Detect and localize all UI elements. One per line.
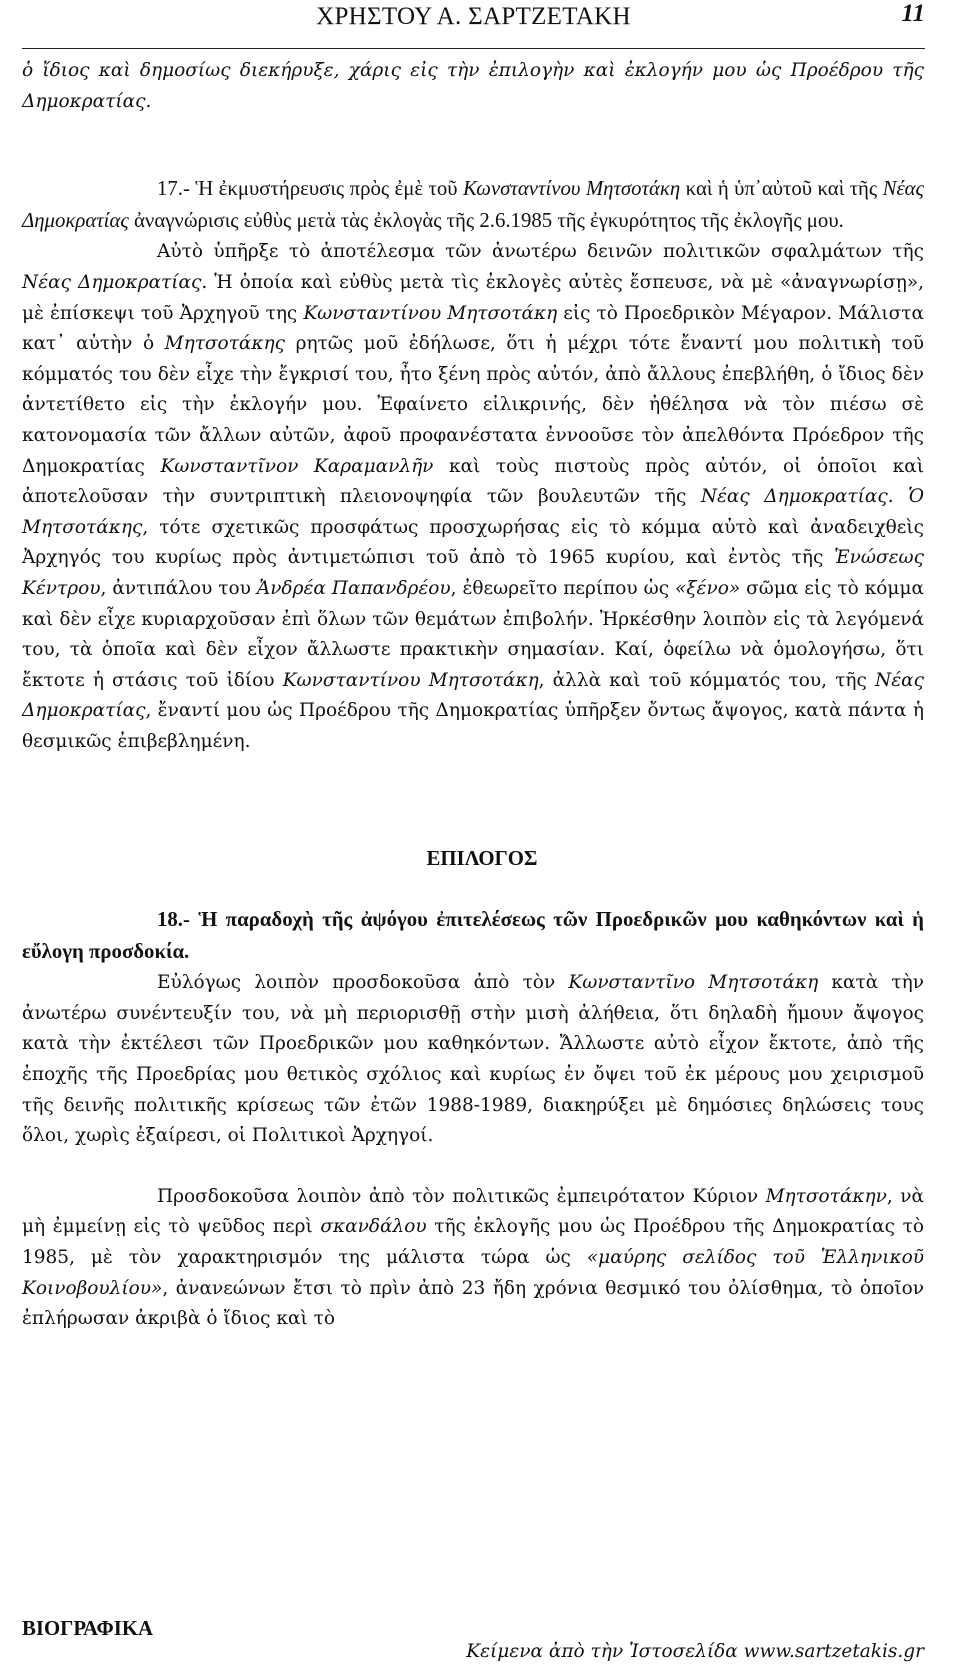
text-run: , ἔναντί μου ὡς Προέδρου τῆς Δημοκρατίας ὑπῆρξεν ὄντως ἄψογος, κατὰ πάντα ἡ θεσμικῶς ἐπιβεβλημένη.	[22, 700, 924, 752]
text-run: Κωνσταντῖνο Μητσοτάκη	[568, 972, 819, 994]
text-run: , ἀλλὰ καὶ τοῦ κόμματός του, τῆς	[538, 669, 876, 691]
text-run: Κωνσταντίνου Μητσοτάκη	[282, 669, 539, 691]
text-run: ρητῶς μοῦ ἐδήλωσε, ὅτι ἡ μέχρι τότε ἔναντί μου πολιτικὴ τοῦ κόμματός του δὲν εἶχε τὴν ἔγκρισί του, ἦτο ξένη πρὸς αὐτόν, ἀπὸ ἄλλους ἐπεβλήθη, ὁ ἴδιος δὲν ἀντετίθετο εἰς τὴν ἐκλογήν μου. Ἐφαίνετο εἰλικρινής, δὲν ἠθέλησα νὰ τὸν πιέσω σὲ κατονομασία τῶν ἄλλων αὐτῶν, ἀφοῦ προφανέστατα ἐννοοῦσε τὸν ἀπελθόντα Πρόεδρον τῆς Δημοκρατίας	[22, 333, 924, 477]
text-run: κατὰ τὴν ἀνωτέρω συνέντευξίν του, νὰ μὴ περιορισθῇ στὴν μισὴ ἀλήθεια, ὅτι δηλαδὴ ἤμουν ἄψογος κατὰ τὴν ἐκτέλεσι τῶν Προεδρικῶν μου καθηκόντων. Ἄλλωστε αὐτὸ εἶχον ἔκτοτε, ἀπὸ τῆς ἐποχῆς τῆς Προεδρίας μου θετικὸς σχόλιος καὶ κυρίως ἐν ὄψει τοῦ ἐκ μέρους μου χειρισμοῦ τῆς δεινῆς πολιτικῆς κρίσεως τῶν ἐτῶν 1988-1989, διακηρύξει μὲ δημόσιες δηλώσεις τους ὅλοι, χωρὶς ἐξαίρεσι, οἱ Πολιτικοὶ Ἀρχηγοί.	[22, 972, 924, 1147]
text-run: ἀναγνώρισις εὐθὺς μετὰ τὰς ἐκλογὰς τῆς 2.6.1985 τῆς ἐγκυρότητος τῆς ἐκλογῆς μου.	[128, 208, 844, 232]
text-run: 17.- Ἡ ἐκμυστήρευσις πρὸς ἐμὲ τοῦ	[157, 177, 463, 201]
text-run: τῆς ἐκλογῆς μου ὡς Προέδρου τῆς Δημοκρατίας τὸ 1985, μὲ τὸν χαρακτηρισμόν της μάλιστα τώρα ὡς	[22, 1216, 925, 1268]
text-run: Νέας Δημοκρατίας	[22, 271, 202, 293]
text-run: σῶμα εἰς τὸ κόμμα καὶ δὲν εἶχε κυριαρχοῦσαν ἐπὶ ὅλων τῶν θεμάτων ἐπιβολήν. Ἠρκέσθην λοιπὸν εἰς τὰ λεγόμενά του, τὰ ὁποῖα καὶ δὲν εἶχον ἄλλωστε πρακτικὴν σημασίαν. Καί, ὀφείλω νὰ ὁμολογήσω, ὅτι ἔκτοτε ἡ στάσις τοῦ ἰδίου	[22, 577, 924, 691]
section-18-paragraph-2	[22, 1182, 924, 1335]
text-run: Αὐτὸ ὑπῆρξε τὸ ἀποτέλεσμα τῶν ἀνωτέρω δεινῶν πολιτικῶν σφαλμάτων τῆς	[157, 241, 924, 263]
text-run: Εὐλόγως λοιπὸν προσδοκοῦσα ἀπὸ τὸν	[157, 972, 569, 994]
text-run: ὁ ἴδιος καὶ δημοσίως διεκήρυξε, χάρις εἰς τὴν ἐπιλογὴν καὶ ἐκλογήν μου ὡς Προέδρου τῆς Δημοκρατίας.	[22, 60, 924, 112]
text-run: σκανδάλου	[320, 1216, 427, 1238]
text-run: Νέας Δημοκρατίας	[700, 486, 888, 508]
footer-section-label: ΒΙΟΓΡΑΦΙΚΑ	[22, 1617, 154, 1640]
text-run: Κωνσταντίνου Μητσοτάκη	[303, 302, 558, 324]
text-run: «μαύρης σελίδος τοῦ Ἑλληνικοῦ Κοινοβουλίου»	[22, 1247, 924, 1299]
header-title: ΧΡΗΣΤΟΥ Α. ΣΑΡΤΖΕΤΑΚΗ	[316, 3, 631, 30]
text-run: Κωνσταντίνου Μητσοτάκη	[462, 177, 681, 201]
text-run: , τότε σχετικῶς προσφάτως προσχωρήσας εἰς τὸ κόμμα αὐτὸ καὶ ἀναδειχθεὶς Ἀρχηγός του κυρίως πρὸς ἀντιμετώπισι τοῦ ἀπὸ τὸ 1965 κυρίου, καὶ ἐντὸς τῆς	[22, 516, 924, 569]
page-header	[22, 0, 925, 49]
text-run: Μητσοτάκης	[164, 333, 286, 355]
page-number: 11	[901, 0, 925, 27]
text-run: Ἑνώσεως Κέντρου	[22, 547, 924, 599]
text-run: Ἀνδρέα Παπανδρέου	[256, 577, 451, 599]
text-run: καὶ τοὺς πιστοὺς πρὸς αὐτόν, οἱ ὁποῖοι καὶ ἀποτελοῦσαν τὴν συντριπτικὴ πλειονοψηφία τῶν βουλευτῶν τῆς	[22, 455, 924, 508]
section-18-title	[22, 905, 924, 968]
text-run: Νέας Δημοκρατίας	[22, 669, 924, 722]
section-17-paragraph	[22, 237, 924, 757]
text-run: . Ἡ ὁποία καὶ εὐθὺς μετὰ τὶς ἐκλογὲς αὐτὲς ἔσπευσε, νὰ μὲ «ἀναγνωρίσῃ», μὲ ἐπίσκεψι τοῦ Ἀρχηγοῦ της	[22, 271, 924, 324]
paragraph-continuation	[22, 56, 924, 117]
text-run: «ξένο»	[675, 577, 741, 599]
text-run: Μητσοτάκην	[765, 1185, 887, 1207]
text-run: Προσδοκοῦσα λοιπὸν ἀπὸ τὸν πολιτικῶς ἐμπειρότατον Κύριον	[157, 1185, 766, 1207]
text-run: , ἐθεωρεῖτο περίπου ὡς	[450, 577, 676, 599]
text-run: Κωνσταντῖνον Καραμανλῆν	[160, 455, 434, 477]
text-run: 18.- Ἡ παραδοχὴ τῆς ἀψόγου ἐπιτελέσεως τῶν Προεδρικῶν μου καθηκόντων καὶ ἡ εὔλογη προσδοκία.	[22, 908, 924, 963]
text-run: Ὁ Μητσοτάκης	[22, 486, 924, 538]
text-run: εἰς τὸ Προεδρικὸν Μέγαρον. Μάλιστα κατ᾽ αὐτὴν ὁ	[22, 302, 924, 355]
text-run: , ἀντιπάλου του	[100, 577, 257, 599]
text-run: , ἀνανεώνων ἔτσι τὸ πρὶν ἀπὸ 23 ἤδη χρόνια θεσμικό του ὀλίσθημα, τὸ ὁποῖον ἐπλήρωσαν ἀκριβὰ ὁ ἴδιος καὶ τὸ	[22, 1277, 924, 1330]
document-body	[22, 56, 924, 1335]
text-run: Νέας Δημοκρατίας	[22, 177, 924, 232]
text-run: .	[887, 486, 909, 508]
text-run: καὶ ἡ ὑπ᾽αὐτοῦ καὶ τῆς	[680, 177, 883, 201]
footer-source: Κείμενα ἀπὸ τὴν Ἰστοσελίδα www.sartzetakis.gr	[466, 1641, 924, 1662]
epilogue-heading: ΕΠΙΛΟΓΟΣ	[426, 847, 538, 871]
section-18-paragraph-1	[22, 968, 924, 1152]
text-run: , νὰ μὴ ἐμμείνῃ εἰς τὸ ψεῦδος περὶ	[22, 1185, 924, 1238]
section-17-title	[22, 174, 924, 237]
